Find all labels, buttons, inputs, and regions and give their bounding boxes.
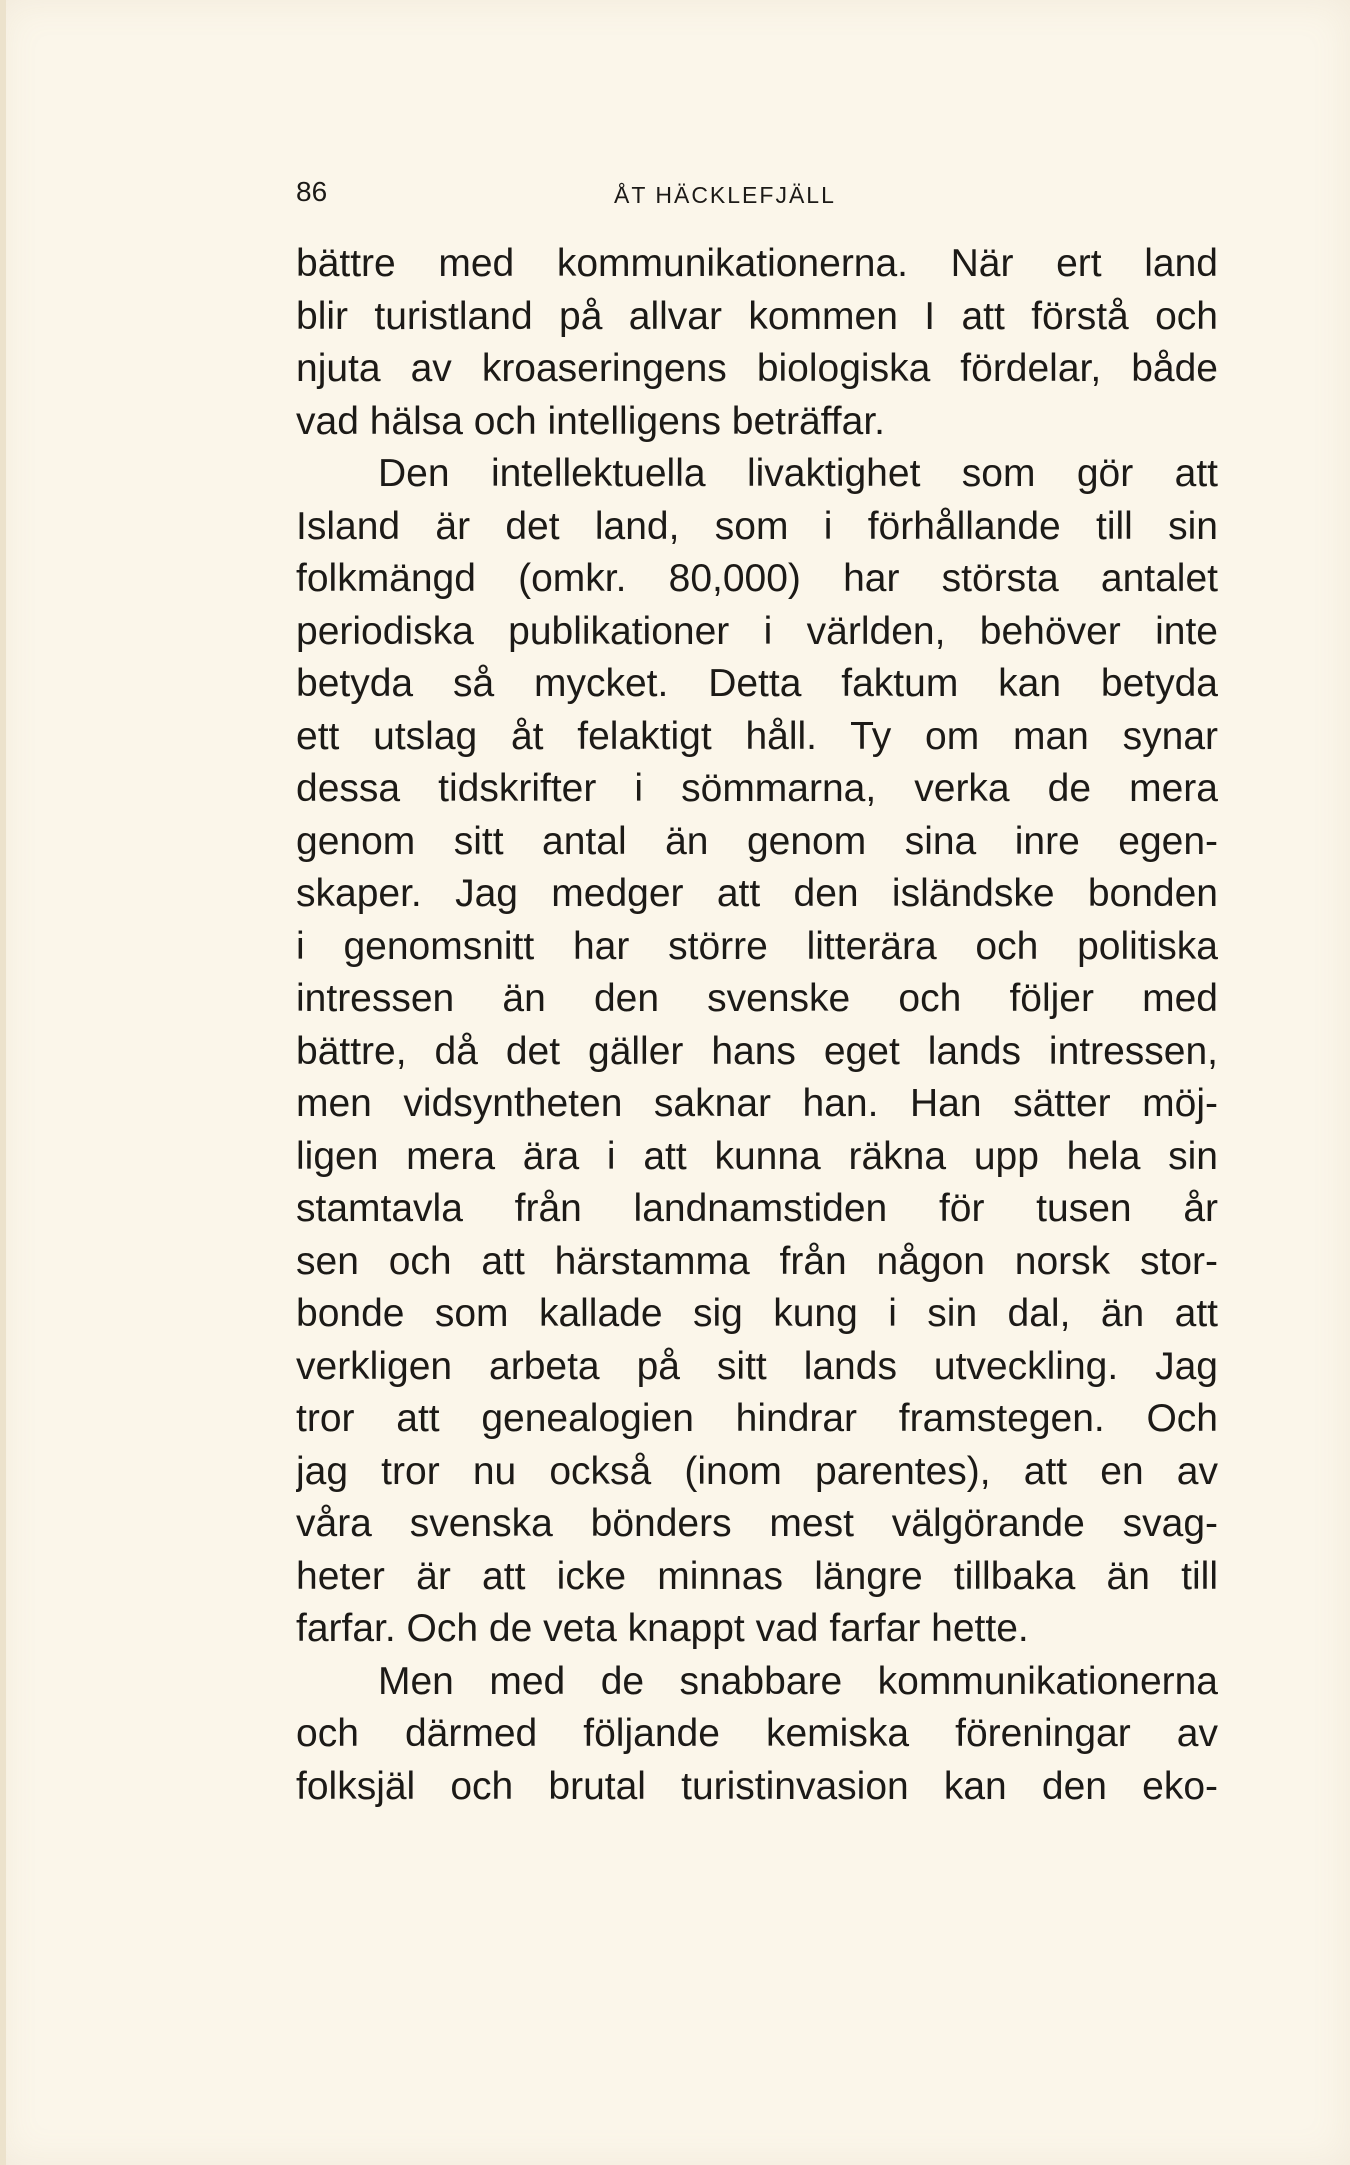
text-line: intressen än den svenske och följer med [296,977,1218,1020]
text-line: farfar. Och de veta knappt vad farfar hette. [296,1607,1029,1650]
text-line: bättre med kommunikationerna. När ert land [296,242,1218,285]
text-line: blir turistland på allvar kommen I att förstå och [296,294,1218,338]
page-number: 86 [296,176,328,207]
text-line: Island är det land, som i förhållande till sin [296,504,1218,548]
text-line: Den intellektuella livaktighet som gör att [378,452,1218,495]
text-line: heter är att icke minnas längre tillbaka än till [296,1554,1218,1598]
text-line: njuta av kroaseringens biologiska fördelar, både [296,347,1218,390]
text-line: jag tror nu också (inom parentes), att en av [296,1449,1218,1493]
text-line: och därmed följande kemiska föreningar av [296,1712,1218,1755]
text-line: Men med de snabbare kommunikationerna [378,1659,1218,1703]
text-line: skaper. Jag medger att den isländske bonden [296,872,1218,915]
text-line: dessa tidskrifter i sömmarna, verka de mera [296,767,1218,810]
text-line: stamtavla från landnamstiden för tusen år [296,1187,1218,1230]
text-line: betyda så mycket. Detta faktum kan betyda [296,662,1218,705]
page-edge [0,0,6,2165]
text-line: bonde som kallade sig kung i sin dal, än att [296,1292,1218,1335]
text-line: verkligen arbeta på sitt lands utveckling. Jag [296,1344,1218,1388]
text-line: sen och att härstamma från någon norsk stor- [296,1239,1218,1283]
running-head: ÅT HÄCKLEFJÄLL [614,182,836,208]
text-line: genom sitt antal än genom sina inre egen- [296,819,1218,863]
text-line: ett utslag åt felaktigt håll. Ty om man synar [296,714,1218,758]
text-line: våra svenska bönders mest välgörande svag- [296,1502,1218,1545]
text-line: bättre, då det gäller hans eget lands intressen, [296,1029,1218,1073]
page-header [296,176,1218,216]
text-line: vad hälsa och intelligens beträffar. [296,399,885,443]
text-line: i genomsnitt har större litterära och politiska [296,924,1218,968]
text-line: periodiska publikationer i världen, behöver inte [296,609,1218,653]
text-line: tror att genealogien hindrar framstegen. Och [296,1397,1218,1440]
text-line: folkmängd (omkr. 80,000) har största antalet [296,557,1218,600]
text-line: folksjäl och brutal turistinvasion kan den eko- [296,1764,1218,1808]
text-line: men vidsyntheten saknar han. Han sätter möj- [296,1082,1218,1125]
text-line: ligen mera ära i att kunna räkna upp hela sin [296,1134,1218,1178]
body-text [296,238,1218,1813]
